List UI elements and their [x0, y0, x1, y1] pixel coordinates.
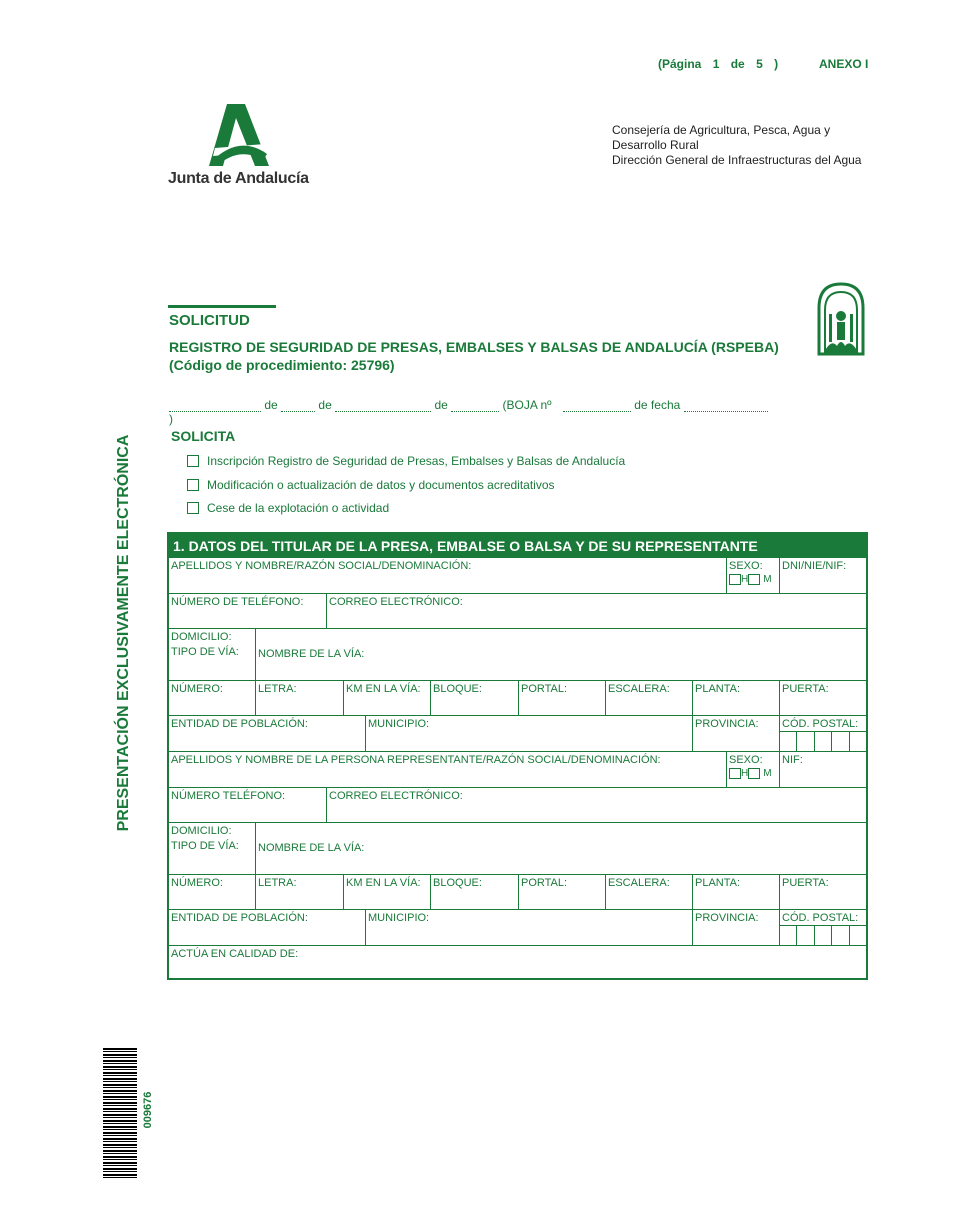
day-field[interactable]	[169, 399, 261, 412]
titular-postal-code-field[interactable]: CÓD. POSTAL:	[780, 716, 866, 752]
rep-nif-field[interactable]: NIF:	[780, 752, 866, 788]
rep-postal-code-field[interactable]: CÓD. POSTAL:	[780, 910, 866, 946]
option-cese[interactable]: Cese de la explotación o actividad	[187, 500, 389, 516]
titular-portal-field[interactable]: PORTAL:	[519, 681, 606, 716]
titular-phone-field[interactable]: NÚMERO DE TELÉFONO:	[169, 594, 327, 629]
rep-door-field[interactable]: PUERTA:	[780, 875, 866, 910]
rep-municipality-field[interactable]: MUNICIPIO:	[366, 910, 693, 946]
checkbox[interactable]	[187, 455, 199, 467]
boja-number-field[interactable]	[563, 399, 631, 412]
titular-locality-field[interactable]: ENTIDAD DE POBLACIÓN:	[169, 716, 366, 752]
rep-km-field[interactable]: KM EN LA VÍA:	[344, 875, 431, 910]
section1-form	[167, 532, 868, 980]
page-indicator: (Página 1 de 5 )	[658, 57, 779, 71]
rep-letter-field[interactable]: LETRA:	[256, 875, 344, 910]
barcode-number: 009676	[142, 1091, 154, 1129]
titular-street-name-field[interactable]: NOMBRE DE LA VÍA:	[256, 629, 866, 681]
option-inscripcion[interactable]: Inscripción Registro de Seguridad de Presas, Embalses y Balsas de Andalucía	[187, 453, 625, 469]
section1-title: 1. DATOS DEL TITULAR DE LA PRESA, EMBALSE O BALSA Y DE SU REPRESENTANTE	[169, 534, 866, 558]
rep-number-field[interactable]: NÚMERO:	[169, 875, 256, 910]
rep-phone-field[interactable]: NÚMERO TELÉFONO:	[169, 788, 327, 823]
titular-floor-field[interactable]: PLANTA:	[693, 681, 780, 716]
title-rule	[168, 305, 276, 308]
boja-reference: de de de (BOJA nº de fecha )	[169, 398, 769, 414]
rep-email-field[interactable]: CORREO ELECTRÓNICO:	[327, 788, 866, 823]
solicita-title: SOLICITA	[171, 428, 236, 444]
junta-logo-icon	[205, 104, 273, 168]
titular-door-field[interactable]: PUERTA:	[780, 681, 866, 716]
checkbox[interactable]	[187, 479, 199, 491]
rep-stair-field[interactable]: ESCALERA:	[606, 875, 693, 910]
checkbox[interactable]	[187, 502, 199, 514]
titular-email-field[interactable]: CORREO ELECTRÓNICO:	[327, 594, 866, 629]
coat-of-arms-icon	[815, 280, 867, 356]
department: Consejería de Agricultura, Pesca, Agua y Desarrollo Rural Dirección General de Infraestructuras del Agua	[612, 123, 862, 167]
rep-sex-field[interactable]: SEXO: H M	[727, 752, 780, 788]
rep-floor-field[interactable]: PLANTA:	[693, 875, 780, 910]
rep-portal-field[interactable]: PORTAL:	[519, 875, 606, 910]
titular-street-type-field[interactable]: DOMICILIO: TIPO DE VÍA:	[169, 629, 256, 681]
year-field[interactable]	[335, 399, 431, 412]
titular-block-field[interactable]: BLOQUE:	[431, 681, 519, 716]
titular-name-field[interactable]: APELLIDOS Y NOMBRE/RAZÓN SOCIAL/DENOMINACIÓN:	[169, 558, 727, 594]
annex-label: ANEXO I	[819, 57, 869, 71]
side-text: PRESENTACIÓN EXCLUSIVAMENTE ELECTRÓNICA	[115, 434, 132, 832]
titular-province-field[interactable]: PROVINCIA:	[693, 716, 780, 752]
registry-title: REGISTRO DE SEGURIDAD DE PRESAS, EMBALSES Y BALSAS DE ANDALUCÍA (RSPEBA) (Código de procedimiento: 25796)	[169, 339, 779, 373]
option-modificacion[interactable]: Modificación o actualización de datos y documentos acreditativos	[187, 477, 555, 493]
titular-km-field[interactable]: KM EN LA VÍA:	[344, 681, 431, 716]
titular-number-field[interactable]: NÚMERO:	[169, 681, 256, 716]
logo-text: Junta de Andalucía	[168, 170, 309, 187]
titular-dni-field[interactable]: DNI/NIE/NIF:	[780, 558, 866, 594]
titular-sex-field[interactable]: SEXO: H M	[727, 558, 780, 594]
barcode-icon	[103, 1048, 137, 1180]
month-field[interactable]	[281, 399, 315, 412]
boja-date-field[interactable]	[684, 399, 768, 412]
rep-street-type-field[interactable]: DOMICILIO: TIPO DE VÍA:	[169, 823, 256, 875]
titular-stair-field[interactable]: ESCALERA:	[606, 681, 693, 716]
rep-street-name-field[interactable]: NOMBRE DE LA VÍA:	[256, 823, 866, 875]
titular-letter-field[interactable]: LETRA:	[256, 681, 344, 716]
rep-name-field[interactable]: APELLIDOS Y NOMBRE DE LA PERSONA REPRESENTANTE/RAZÓN SOCIAL/DENOMINACIÓN:	[169, 752, 727, 788]
extra-field[interactable]	[451, 399, 499, 412]
titular-municipality-field[interactable]: MUNICIPIO:	[366, 716, 693, 752]
rep-province-field[interactable]: PROVINCIA:	[693, 910, 780, 946]
rep-block-field[interactable]: BLOQUE:	[431, 875, 519, 910]
solicitud-title: SOLICITUD	[169, 312, 250, 329]
rep-capacity-field[interactable]: ACTÚA EN CALIDAD DE:	[171, 948, 299, 960]
rep-locality-field[interactable]: ENTIDAD DE POBLACIÓN:	[169, 910, 366, 946]
